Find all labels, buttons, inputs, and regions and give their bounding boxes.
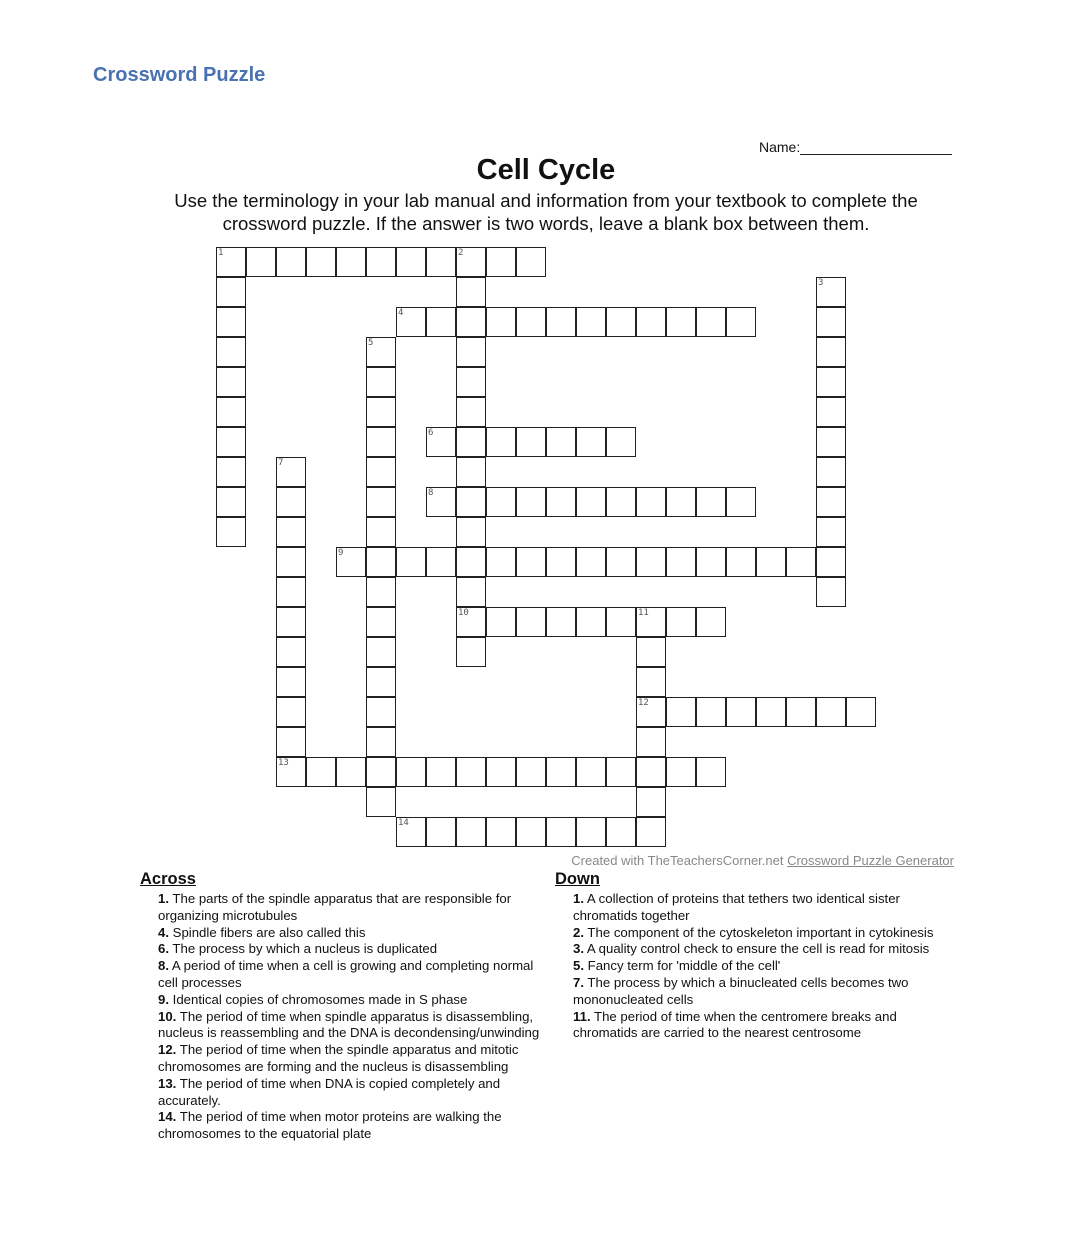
across-clue bbox=[158, 891, 545, 925]
document-heading: Crossword Puzzle bbox=[93, 64, 266, 86]
grid-cell[interactable] bbox=[756, 697, 786, 727]
grid-cell[interactable] bbox=[396, 757, 426, 787]
clue-text: A collection of proteins that tethers two identical sister chromatids together bbox=[573, 891, 900, 923]
grid-cell[interactable] bbox=[816, 367, 846, 397]
grid-cell[interactable] bbox=[456, 637, 486, 667]
grid-cell[interactable] bbox=[276, 757, 306, 787]
grid-cell[interactable] bbox=[666, 547, 696, 577]
grid-cell[interactable] bbox=[366, 787, 396, 817]
crossword-grid bbox=[216, 247, 877, 848]
grid-cell[interactable] bbox=[846, 697, 876, 727]
grid-cell[interactable] bbox=[456, 577, 486, 607]
grid-cell[interactable] bbox=[216, 457, 246, 487]
clue-number: 3. bbox=[573, 941, 584, 957]
grid-cell[interactable] bbox=[636, 487, 666, 517]
grid-cell[interactable] bbox=[456, 367, 486, 397]
grid-cell[interactable] bbox=[426, 547, 456, 577]
grid-cell[interactable] bbox=[276, 637, 306, 667]
grid-cell[interactable] bbox=[276, 457, 306, 487]
across-clue bbox=[158, 1109, 545, 1143]
grid-cell[interactable] bbox=[426, 247, 456, 277]
grid-cell[interactable] bbox=[816, 547, 846, 577]
grid-cell[interactable] bbox=[396, 547, 426, 577]
grid-cell[interactable] bbox=[576, 547, 606, 577]
clue-number: 12. bbox=[158, 1042, 177, 1058]
across-clue-list bbox=[140, 891, 545, 1143]
grid-cell[interactable] bbox=[696, 607, 726, 637]
grid-cell[interactable] bbox=[366, 487, 396, 517]
grid-cell[interactable] bbox=[396, 247, 426, 277]
grid-cell[interactable] bbox=[216, 367, 246, 397]
clue-number: 9 bbox=[338, 548, 344, 558]
clue-number: 1. bbox=[158, 891, 169, 906]
clue-text: The parts of the spindle apparatus that are responsible for organizing microtubules bbox=[158, 891, 512, 923]
grid-cell[interactable] bbox=[366, 577, 396, 607]
grid-cell[interactable] bbox=[606, 547, 636, 577]
grid-cell[interactable] bbox=[516, 547, 546, 577]
clue-text: A period of time when a cell is growing and completing normal cell processes bbox=[158, 958, 534, 990]
clue-text: Identical copies of chromosomes made in S phase bbox=[169, 991, 468, 1007]
grid-cell[interactable] bbox=[606, 427, 636, 457]
grid-cell[interactable] bbox=[366, 457, 396, 487]
grid-cell[interactable] bbox=[546, 817, 576, 847]
grid-cell[interactable] bbox=[726, 307, 756, 337]
across-clue bbox=[158, 941, 545, 958]
grid-cell[interactable] bbox=[366, 247, 396, 277]
grid-cell[interactable] bbox=[726, 547, 756, 577]
grid-cell[interactable] bbox=[456, 337, 486, 367]
grid-cell[interactable] bbox=[816, 517, 846, 547]
clue-number: 12 bbox=[638, 698, 649, 708]
grid-cell[interactable] bbox=[486, 247, 516, 277]
grid-cell[interactable] bbox=[276, 577, 306, 607]
grid-cell[interactable] bbox=[516, 307, 546, 337]
grid-cell[interactable] bbox=[726, 697, 756, 727]
clue-number: 6. bbox=[158, 941, 169, 957]
across-clue bbox=[158, 1076, 545, 1110]
grid-cell[interactable] bbox=[456, 247, 486, 277]
grid-cell[interactable] bbox=[576, 817, 606, 847]
clue-number: 8 bbox=[428, 488, 434, 498]
grid-cell[interactable] bbox=[756, 547, 786, 577]
grid-cell[interactable] bbox=[606, 607, 636, 637]
down-clues bbox=[555, 870, 960, 1042]
grid-cell[interactable] bbox=[546, 607, 576, 637]
grid-cell[interactable] bbox=[366, 637, 396, 667]
clue-number: 14. bbox=[158, 1109, 177, 1125]
grid-cell[interactable] bbox=[666, 307, 696, 337]
grid-cell[interactable] bbox=[636, 607, 666, 637]
grid-cell[interactable] bbox=[576, 427, 606, 457]
clue-text: The period of time when motor proteins are walking the chromosomes to the equatorial plate bbox=[158, 1109, 502, 1142]
clue-number: 11 bbox=[638, 608, 649, 618]
grid-cell[interactable] bbox=[276, 517, 306, 547]
name-label: Name: bbox=[759, 139, 801, 155]
grid-cell[interactable] bbox=[486, 607, 516, 637]
clue-text: The process by which a nucleus is duplicated bbox=[169, 941, 438, 957]
puzzle-title: Cell Cycle bbox=[476, 154, 616, 186]
grid-cell[interactable] bbox=[666, 487, 696, 517]
grid-cell[interactable] bbox=[306, 247, 336, 277]
name-field bbox=[759, 138, 952, 155]
grid-cell[interactable] bbox=[366, 727, 396, 757]
grid-cell[interactable] bbox=[456, 457, 486, 487]
grid-cell[interactable] bbox=[216, 517, 246, 547]
grid-cell[interactable] bbox=[426, 427, 456, 457]
clue-number: 4. bbox=[158, 924, 169, 940]
clue-number: 10. bbox=[158, 1008, 177, 1024]
clue-text: Fancy term for 'middle of the cell' bbox=[584, 958, 781, 974]
clue-number: 1 bbox=[218, 248, 224, 258]
grid-cell[interactable] bbox=[486, 757, 516, 787]
grid-cell[interactable] bbox=[636, 307, 666, 337]
clue-number: 2 bbox=[458, 248, 464, 258]
grid-cell[interactable] bbox=[426, 757, 456, 787]
grid-cell[interactable] bbox=[456, 547, 486, 577]
credit-text: Created with TheTeachersCorner.net bbox=[571, 853, 788, 868]
generator-link[interactable]: Crossword Puzzle Generator bbox=[787, 853, 954, 868]
grid-cell[interactable] bbox=[216, 397, 246, 427]
grid-cell[interactable] bbox=[816, 487, 846, 517]
grid-cell[interactable] bbox=[216, 487, 246, 517]
grid-cell[interactable] bbox=[366, 607, 396, 637]
grid-cell[interactable] bbox=[666, 697, 696, 727]
grid-cell[interactable] bbox=[276, 607, 306, 637]
grid-cell[interactable] bbox=[516, 607, 546, 637]
grid-cell[interactable] bbox=[576, 757, 606, 787]
across-clue bbox=[158, 958, 545, 992]
grid-cell[interactable] bbox=[576, 307, 606, 337]
grid-cell[interactable] bbox=[636, 637, 666, 667]
clue-text: The period of time when the spindle apparatus and mitotic chromosomes are forming and the nucleus is disassembling bbox=[158, 1042, 519, 1074]
clue-number: 5 bbox=[368, 338, 374, 348]
grid-cell[interactable] bbox=[366, 427, 396, 457]
grid-cell[interactable] bbox=[666, 757, 696, 787]
grid-cell[interactable] bbox=[276, 727, 306, 757]
grid-cell[interactable] bbox=[636, 667, 666, 697]
clue-text: The period of time when DNA is copied completely and accurately. bbox=[158, 1075, 501, 1108]
grid-cell[interactable] bbox=[366, 667, 396, 697]
grid-cell[interactable] bbox=[216, 277, 246, 307]
grid-cell[interactable] bbox=[366, 517, 396, 547]
grid-cell[interactable] bbox=[816, 457, 846, 487]
grid-cell[interactable] bbox=[636, 787, 666, 817]
grid-cell[interactable] bbox=[546, 307, 576, 337]
grid-cell[interactable] bbox=[276, 547, 306, 577]
across-clue bbox=[158, 992, 545, 1009]
grid-cell[interactable] bbox=[486, 547, 516, 577]
grid-cell[interactable] bbox=[726, 487, 756, 517]
grid-cell[interactable] bbox=[516, 247, 546, 277]
grid-cell[interactable] bbox=[696, 757, 726, 787]
grid-cell[interactable] bbox=[816, 577, 846, 607]
grid-cell[interactable] bbox=[216, 427, 246, 457]
grid-cell[interactable] bbox=[366, 757, 396, 787]
grid-cell[interactable] bbox=[696, 307, 726, 337]
grid-cell[interactable] bbox=[456, 607, 486, 637]
clue-number: 3 bbox=[818, 278, 824, 288]
clue-number: 10 bbox=[458, 608, 469, 618]
grid-cell[interactable] bbox=[456, 397, 486, 427]
grid-cell[interactable] bbox=[486, 307, 516, 337]
clue-text: A quality control check to ensure the cell is read for mitosis bbox=[584, 941, 930, 957]
grid-cell[interactable] bbox=[456, 307, 486, 337]
grid-cell[interactable] bbox=[576, 487, 606, 517]
grid-cell[interactable] bbox=[816, 697, 846, 727]
grid-cell[interactable] bbox=[606, 487, 636, 517]
grid-cell[interactable] bbox=[816, 427, 846, 457]
grid-cell[interactable] bbox=[636, 817, 666, 847]
across-clues bbox=[140, 870, 545, 1143]
grid-cell[interactable] bbox=[576, 607, 606, 637]
grid-cell[interactable] bbox=[516, 817, 546, 847]
grid-cell[interactable] bbox=[636, 727, 666, 757]
grid-cell[interactable] bbox=[366, 697, 396, 727]
across-clue bbox=[158, 925, 545, 942]
grid-cell[interactable] bbox=[606, 817, 636, 847]
grid-cell[interactable] bbox=[816, 397, 846, 427]
grid-cell[interactable] bbox=[306, 757, 336, 787]
clue-text: Spindle fibers are also called this bbox=[169, 924, 366, 940]
grid-cell[interactable] bbox=[456, 517, 486, 547]
grid-cell[interactable] bbox=[516, 757, 546, 787]
generator-credit bbox=[571, 853, 954, 868]
grid-cell[interactable] bbox=[696, 697, 726, 727]
grid-cell[interactable] bbox=[606, 307, 636, 337]
grid-cell[interactable] bbox=[786, 547, 816, 577]
clue-number: 7 bbox=[278, 458, 284, 468]
grid-cell[interactable] bbox=[486, 487, 516, 517]
grid-cell[interactable] bbox=[396, 817, 426, 847]
grid-cell[interactable] bbox=[636, 697, 666, 727]
grid-cell[interactable] bbox=[666, 607, 696, 637]
clue-number: 13 bbox=[278, 758, 289, 768]
down-clue bbox=[573, 975, 960, 1009]
grid-cell[interactable] bbox=[816, 277, 846, 307]
grid-cell[interactable] bbox=[546, 427, 576, 457]
clue-number: 13. bbox=[158, 1075, 177, 1091]
grid-cell[interactable] bbox=[636, 547, 666, 577]
grid-cell[interactable] bbox=[696, 547, 726, 577]
clue-number: 2. bbox=[573, 924, 584, 940]
grid-cell[interactable] bbox=[636, 757, 666, 787]
grid-cell[interactable] bbox=[696, 487, 726, 517]
clue-number: 4 bbox=[398, 308, 404, 318]
grid-cell[interactable] bbox=[336, 547, 366, 577]
grid-cell[interactable] bbox=[546, 547, 576, 577]
across-clue bbox=[158, 1042, 545, 1076]
grid-cell[interactable] bbox=[426, 307, 456, 337]
grid-cell[interactable] bbox=[456, 277, 486, 307]
across-heading: Across bbox=[140, 870, 196, 888]
down-clue bbox=[573, 891, 960, 925]
grid-cell[interactable] bbox=[276, 487, 306, 517]
grid-cell[interactable] bbox=[516, 487, 546, 517]
clue-number: 7. bbox=[573, 974, 584, 990]
grid-cell[interactable] bbox=[546, 487, 576, 517]
grid-cell[interactable] bbox=[336, 757, 366, 787]
clue-number: 6 bbox=[428, 428, 434, 438]
clue-number: 1. bbox=[573, 891, 584, 906]
grid-cell[interactable] bbox=[456, 427, 486, 457]
grid-cell[interactable] bbox=[216, 307, 246, 337]
grid-cell[interactable] bbox=[546, 757, 576, 787]
grid-cell[interactable] bbox=[216, 247, 246, 277]
grid-cell[interactable] bbox=[456, 487, 486, 517]
clue-number: 8. bbox=[158, 958, 169, 974]
clue-number: 14 bbox=[398, 818, 409, 828]
down-clue bbox=[573, 958, 960, 975]
clue-text: The period of time when spindle apparatus is disassembling, nucleus is reassembling and the DNA is decondensing/unwinding bbox=[158, 1008, 540, 1041]
grid-cell[interactable] bbox=[816, 307, 846, 337]
grid-cell[interactable] bbox=[486, 427, 516, 457]
clue-text: The period of time when the centromere breaks and chromatids are carried to the nearest centrosome bbox=[573, 1008, 897, 1041]
grid-cell[interactable] bbox=[456, 817, 486, 847]
across-clue bbox=[158, 1009, 545, 1043]
grid-cell[interactable] bbox=[516, 427, 546, 457]
puzzle-instructions: Use the terminology in your lab manual and information from your textbook to complete the crossword puzzle. If the answer is two words, leave a blank box between them. bbox=[174, 190, 918, 234]
down-heading: Down bbox=[555, 870, 600, 888]
grid-cell[interactable] bbox=[396, 307, 426, 337]
grid-cell[interactable] bbox=[366, 547, 396, 577]
down-clue-list bbox=[555, 891, 960, 1042]
grid-cell[interactable] bbox=[366, 397, 396, 427]
down-clue bbox=[573, 1009, 960, 1043]
grid-cell[interactable] bbox=[606, 757, 636, 787]
down-clue bbox=[573, 925, 960, 942]
down-clue bbox=[573, 941, 960, 958]
clue-number: 11. bbox=[573, 1008, 591, 1024]
grid-cell[interactable] bbox=[486, 817, 516, 847]
grid-cell[interactable] bbox=[216, 337, 246, 367]
grid-cell[interactable] bbox=[366, 337, 396, 367]
clue-number: 5. bbox=[573, 958, 584, 974]
grid-cell[interactable] bbox=[786, 697, 816, 727]
grid-cell[interactable] bbox=[276, 697, 306, 727]
grid-cell[interactable] bbox=[816, 337, 846, 367]
grid-cell[interactable] bbox=[426, 817, 456, 847]
grid-cell[interactable] bbox=[366, 367, 396, 397]
grid-cell[interactable] bbox=[276, 247, 306, 277]
grid-cell[interactable] bbox=[456, 757, 486, 787]
name-blank-line[interactable] bbox=[800, 138, 952, 155]
grid-cell[interactable] bbox=[246, 247, 276, 277]
grid-cell[interactable] bbox=[276, 667, 306, 697]
clue-text: The component of the cytoskeleton important in cytokinesis bbox=[584, 924, 934, 940]
grid-cell[interactable] bbox=[426, 487, 456, 517]
clue-number: 9. bbox=[158, 991, 169, 1007]
grid-cell[interactable] bbox=[336, 247, 366, 277]
clue-text: The process by which a binucleated cells becomes two mononucleated cells bbox=[573, 974, 909, 1007]
